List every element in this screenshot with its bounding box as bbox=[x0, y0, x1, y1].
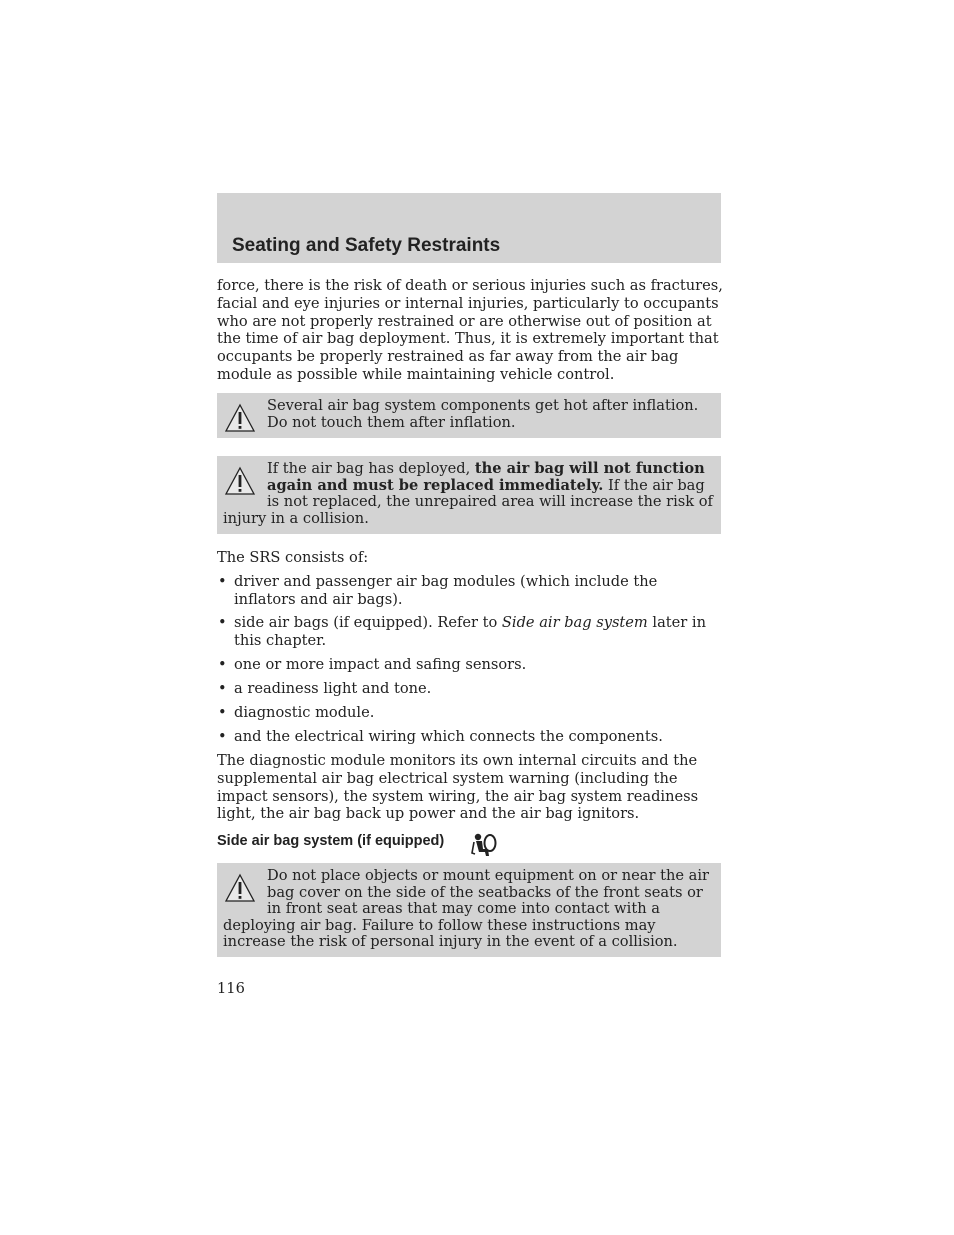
list-item: • side air bags (if equipped). Refer to Side air bag system later in this chapter. bbox=[218, 614, 706, 649]
list-item: • one or more impact and safing sensors. bbox=[218, 656, 527, 673]
warning-triangle-icon bbox=[224, 466, 256, 496]
side-airbag-heading: Side air bag system (if equipped) bbox=[217, 833, 445, 849]
warning-box-hot-components bbox=[217, 393, 721, 438]
diagnostic-paragraph: The diagnostic module monitors its own internal circuits and the supplemental air bag electrical system warning (including the impact sensors), the system wiring, the air bag system readiness light, the air bag back up power and the air bag ignitors. bbox=[217, 752, 699, 823]
page-number: 116 bbox=[217, 980, 245, 997]
section-title: Seating and Safety Restraints bbox=[232, 235, 501, 256]
list-item: • diagnostic module. bbox=[218, 704, 375, 721]
list-item: • and the electrical wiring which connects the components. bbox=[218, 728, 663, 745]
warning-box-deployed bbox=[217, 456, 721, 534]
intro-paragraph: force, there is the risk of death or serious injuries such as fractures, facial and eye injuries or internal injuries, particularly to occupants who are not properly restrained or are otherwise out of position at the time of air bag deployment. Thus, it is extremely important that occupants be properly restrained as far away from the air bag module as possible while maintaining vehicle control. bbox=[217, 277, 723, 383]
list-item: • driver and passenger air bag modules (which include the inflators and air bags). bbox=[218, 573, 658, 608]
warning-triangle-icon bbox=[224, 873, 256, 903]
warning-text: If the air bag has deployed, the air bag will not function again and must be replaced immediately. If the air bag is not replaced, the unrepaired area will increase the risk of injury in a collision. bbox=[223, 460, 713, 527]
warning-box-side-airbag bbox=[217, 863, 721, 957]
srs-intro: The SRS consists of: bbox=[217, 549, 369, 566]
list-item: • a readiness light and tone. bbox=[218, 680, 432, 697]
warning-triangle-icon bbox=[224, 403, 256, 433]
side-airbag-icon bbox=[469, 832, 497, 858]
warning-text: Do not place objects or mount equipment on or near the air bag cover on the side of the seatbacks of the front seats or in front seat areas that may come into contact with a deploying air bag. Failure to follow these instructions may increase the risk of personal injury in the event of a collision. bbox=[223, 867, 709, 951]
warning-text: Several air bag system components get hot after inflation. Do not touch them after inflation. bbox=[267, 397, 699, 431]
section-header bbox=[217, 193, 721, 263]
